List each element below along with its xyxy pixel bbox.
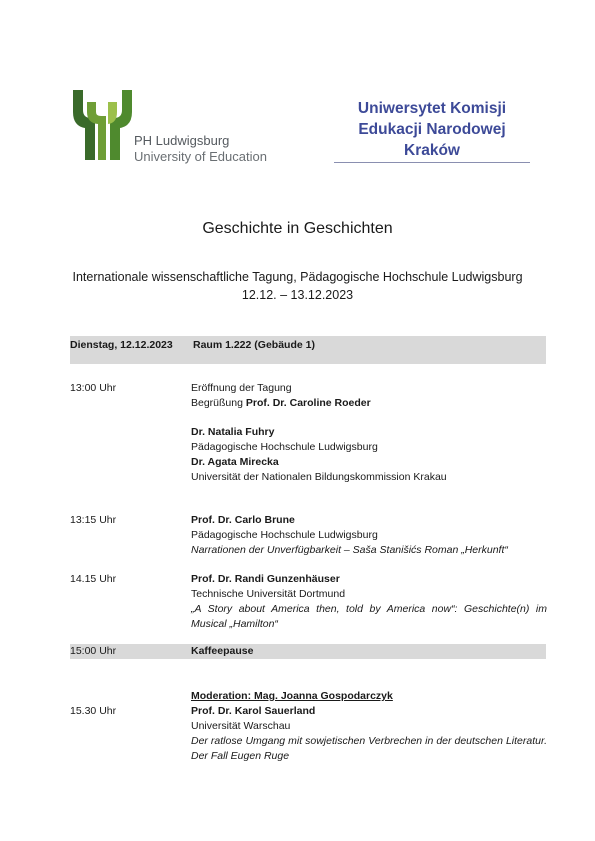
slot1-opening: Eröffnung der Tagung bbox=[191, 382, 292, 394]
slot1-speaker2-name: Dr. Agata Mirecka bbox=[191, 456, 279, 468]
slot1-speaker1-name: Dr. Natalia Fuhry bbox=[191, 426, 275, 438]
conference-title: Geschichte in Geschichten bbox=[202, 220, 393, 237]
break-band bbox=[70, 644, 546, 659]
uken-line-1: Uniwersytet Komisji bbox=[357, 100, 507, 117]
slot1-greeting-prefix: Begrüßung bbox=[191, 397, 243, 409]
uken-line-3: Kraków bbox=[404, 142, 460, 159]
slot4-affiliation: Universität Warschau bbox=[191, 720, 291, 732]
break-label: Kaffeepause bbox=[191, 645, 254, 657]
slot4-speaker: Prof. Dr. Karol Sauerland bbox=[191, 705, 316, 717]
slot2-affiliation: Pädagogische Hochschule Ludwigsburg bbox=[191, 529, 378, 541]
slot4-moderation: Moderation: Mag. Joanna Gospodarczyk bbox=[191, 690, 393, 702]
conference-subtitle: Internationale wissenschaftliche Tagung, Pädagogische Hochschule Ludwigsburg bbox=[72, 270, 523, 284]
slot1-greeting-name: Prof. Dr. Caroline Roeder bbox=[245, 397, 371, 409]
slot4-time: 15.30 Uhr bbox=[70, 705, 117, 717]
slot3-affiliation: Technische Universität Dortmund bbox=[191, 588, 346, 600]
slot3-time: 14.15 Uhr bbox=[70, 573, 117, 585]
day-room: Raum 1.222 (Gebäude 1) bbox=[193, 339, 315, 351]
slot1-speaker2-affiliation: Universität der Nationalen Bildungskommission Krakau bbox=[191, 471, 447, 483]
break-time: 15:00 Uhr bbox=[70, 645, 117, 657]
slot3-speaker: Prof. Dr. Randi Gunzenhäuser bbox=[191, 573, 340, 585]
slot3-talk: „A Story about America then, told by America now“: Geschichte(n) im Musical „Hamilton“ bbox=[191, 603, 547, 630]
slot1-time: 13:00 Uhr bbox=[70, 382, 117, 394]
slot1-speaker1-affiliation: Pädagogische Hochschule Ludwigsburg bbox=[191, 441, 378, 453]
conference-dates: 12.12. – 13.12.2023 bbox=[241, 288, 354, 302]
slot4-talk: Der ratlose Umgang mit sowjetischen Verbrechen in der deutschen Literatur. Der Fall Eugen Ruge bbox=[191, 735, 547, 762]
slot2-time: 13:15 Uhr bbox=[70, 514, 117, 526]
uken-line-2: Edukacji Narodowej bbox=[358, 121, 506, 138]
slot2-speaker: Prof. Dr. Carlo Brune bbox=[191, 514, 295, 526]
ph-logo-name: PH Ludwigsburg bbox=[134, 133, 230, 148]
slot1-greeting bbox=[191, 396, 371, 411]
slot2-talk: Narrationen der Unverfügbarkeit – Saša Stanišićs Roman „Herkunft“ bbox=[191, 544, 508, 556]
day-date: Dienstag, 12.12.2023 bbox=[70, 339, 173, 351]
ph-logo-subtitle: University of Education bbox=[134, 149, 267, 164]
uken-underline bbox=[334, 162, 530, 163]
